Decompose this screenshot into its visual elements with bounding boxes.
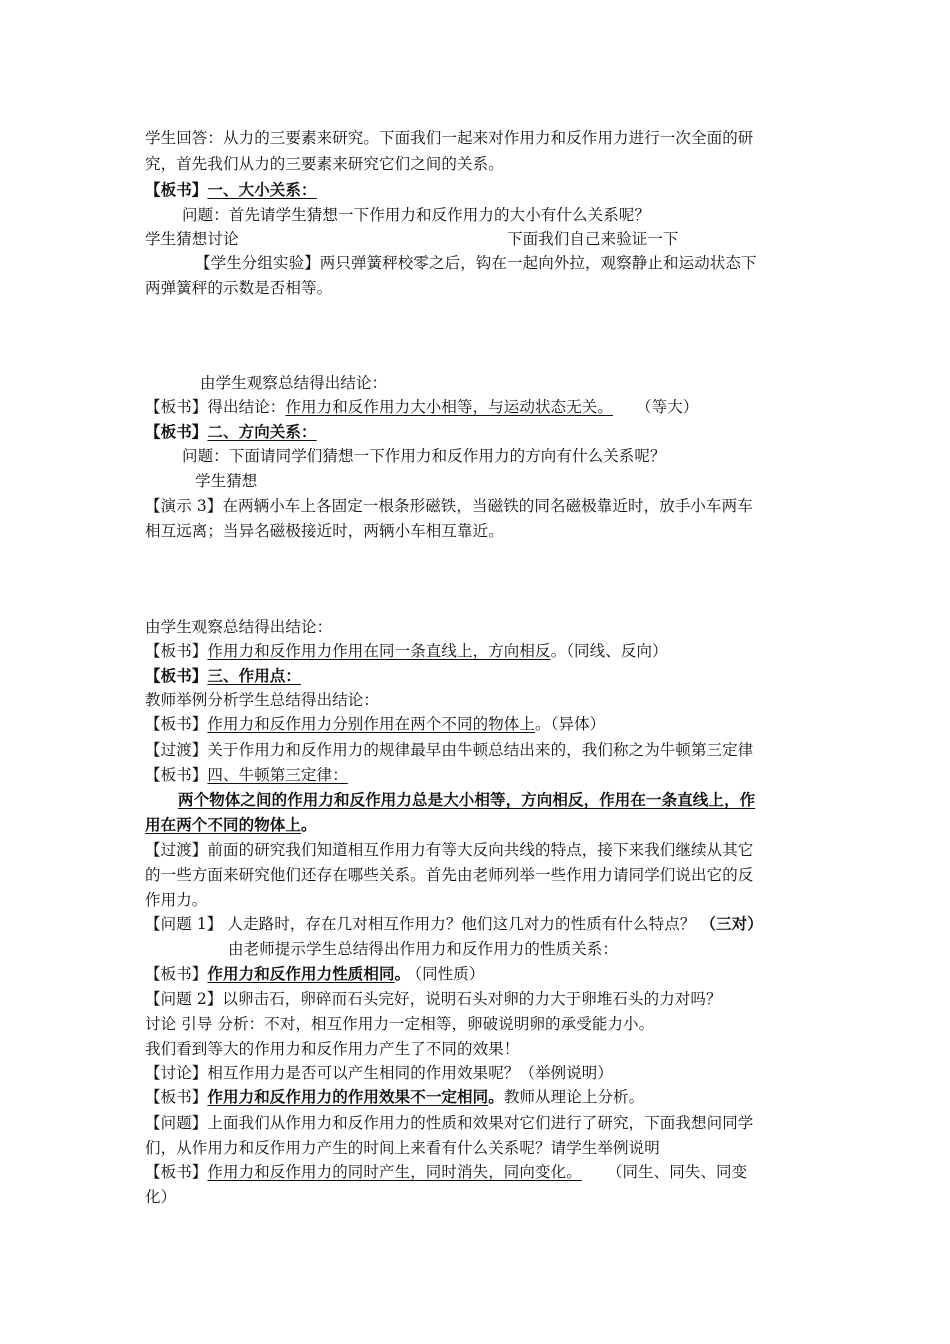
newton-law-period: 。 <box>301 815 317 834</box>
text-line: 问题：下面请同学们猜想一下作用力和反作用力的方向有什么关系呢？ <box>182 447 666 465</box>
effect-not-same: 的作用效果不一定相同 <box>332 1087 489 1106</box>
board-effect <box>145 1087 644 1107</box>
text-line: 【讨论】相互作用力是否可以产生相同的作用效果呢？（举例说明） <box>145 1064 614 1082</box>
board-heading-direction <box>145 422 317 442</box>
question-1 <box>145 914 763 934</box>
text-line: 学生回答：从力的三要素来研究。下面我们一起来对作用力和反作用力进行一次全面的研 <box>145 129 754 147</box>
board-tag: 【板书】 <box>145 422 208 441</box>
summary-equal: （等大） <box>636 398 699 416</box>
question-1-text: 【问题 1】 人走路时，存在几对相互作用力？他们这几对力的性质有什么特点？ <box>145 915 696 933</box>
text-line: 【问题 2】以卵击石，卵碎而石头完好，说明石头对卵的力大于卵堆石头的力对吗？ <box>145 990 722 1008</box>
text-line: 化） <box>145 1188 177 1206</box>
text-line: 【过渡】前面的研究我们知道相互作用力有等大反向共线的特点，接下来我们继续从其它 <box>145 841 754 859</box>
board-tag: 【板书】 <box>145 180 208 199</box>
board-tag: 【板书】 <box>145 1163 208 1181</box>
text-line: 学生猜想 <box>195 472 258 490</box>
board-tag: 【板书】得出结论： <box>145 398 286 416</box>
text-line: 【过渡】关于作用力和反作用力的规律最早由牛顿总结出来的，我们称之为牛顿第三定律 <box>145 741 754 759</box>
text-line: 由学生观察总结得出结论： <box>200 374 388 392</box>
text-line: 们，从作用力和反作用力产生的时间上来看有什么关系呢？请学生举例说明 <box>145 1139 660 1157</box>
text-line: 由老师提示学生总结得出作用力和反作用力的性质关系： <box>228 940 619 958</box>
board-conclusion-point <box>145 714 605 734</box>
summary-simultaneous: （同生、同失、同变 <box>606 1163 748 1181</box>
board-timing <box>145 1162 747 1182</box>
text-line: 【问题】上面我们从作用力和反作用力的性质和效果对它们进行了研究，下面我想问同学 <box>145 1114 754 1132</box>
text-line: 作用力。 <box>145 891 208 909</box>
board-tag: 【板书】 <box>145 766 208 784</box>
text-line: 相互远离；当异名磁极接近时，两辆小车相互靠近。 <box>145 522 504 540</box>
teacher-analysis: 教师从理论上分析。 <box>503 1088 645 1106</box>
heading-point-of-action: 三、作用点： <box>207 666 302 685</box>
board-tag: 【板书】 <box>145 715 208 733</box>
question-1-answer: （三对） <box>700 914 763 933</box>
board-tag: 【板书】 <box>145 965 208 983</box>
board-tag: 【板书】 <box>145 642 208 660</box>
summary-same-nature: （同性质） <box>414 965 485 983</box>
text-line: 由学生观察总结得出结论： <box>145 618 333 636</box>
text-line: 【演示 3】在两辆小车上各固定一根条形磁铁，当磁铁的同名磁极靠近时，放手小车两车 <box>145 497 753 515</box>
conclusion-different-bodies: 作用力和反作用力分别作用在两个不同的物体上 <box>207 715 536 733</box>
conclusion-simultaneous: 作用力和反作用力的同时产生，同时消失，同向变化。 <box>207 1163 582 1181</box>
text-line: 教师举例分析学生总结得出结论： <box>145 691 380 709</box>
board-heading-newton <box>145 765 348 785</box>
heading-direction-relation: 二、方向关系： <box>207 422 317 441</box>
conclusion-opposite: 作用力和反作用力作用在同一条直线上，方向相反 <box>207 642 551 660</box>
effect-subject: 作用力和反作用力 <box>207 1087 333 1106</box>
text-line: 的一些方面来研究他们还存在哪些关系。首先由老师列举一些作用力请同学们说出它的反 <box>145 866 754 884</box>
guess-discussion: 学生猜想讨论 <box>145 230 239 248</box>
board-conclusion-size <box>145 397 698 417</box>
board-nature <box>145 964 484 984</box>
verify-note: 下面我们自己来验证一下 <box>507 230 679 248</box>
conclusion-same-nature: 作用力和反作用力性质相同 <box>207 964 395 983</box>
text-line <box>145 229 679 249</box>
text-line: 【学生分组实验】两只弹簧秤校零之后，钩在一起向外拉，观察静止和运动状态下 <box>195 254 757 272</box>
text-line: 问题：首先请学生猜想一下作用力和反作用力的大小有什么关系呢？ <box>182 206 651 224</box>
newton-law-statement-cont <box>145 815 317 835</box>
summary-different-bodies: 。（异体） <box>535 715 606 733</box>
heading-size-relation: 一、大小关系： <box>207 180 317 199</box>
newton-law-statement-end: 用在两个不同的物体上 <box>145 815 302 834</box>
board-heading-size <box>145 180 317 200</box>
text-line: 两弹簧秤的示数是否相等。 <box>145 279 333 297</box>
text-line: 我们看到等大的作用力和反作用力产生了不同的效果！ <box>145 1040 520 1058</box>
newton-law-statement: 两个物体之间的作用力和反作用力总是大小相等，方向相反，作用在一条直线上，作 <box>178 790 756 809</box>
period: 。 <box>488 1087 504 1106</box>
board-tag: 【板书】 <box>145 1088 208 1106</box>
board-heading-point <box>145 666 301 686</box>
period: 。 <box>394 964 411 983</box>
text-line: 究，首先我们从力的三要素来研究它们之间的关系。 <box>145 155 504 173</box>
board-conclusion-direction <box>145 641 668 661</box>
conclusion-equal: 作用力和反作用力大小相等，与运动状态无关。 <box>285 398 614 416</box>
summary-opposite: 。（同线、反向） <box>550 642 668 660</box>
board-tag: 【板书】 <box>145 666 208 685</box>
text-line: 讨论 引导 分析：不对，相互作用力一定相等，卵破说明卵的承受能力小。 <box>145 1015 655 1033</box>
heading-newton-third-law: 四、牛顿第三定律： <box>207 766 348 784</box>
